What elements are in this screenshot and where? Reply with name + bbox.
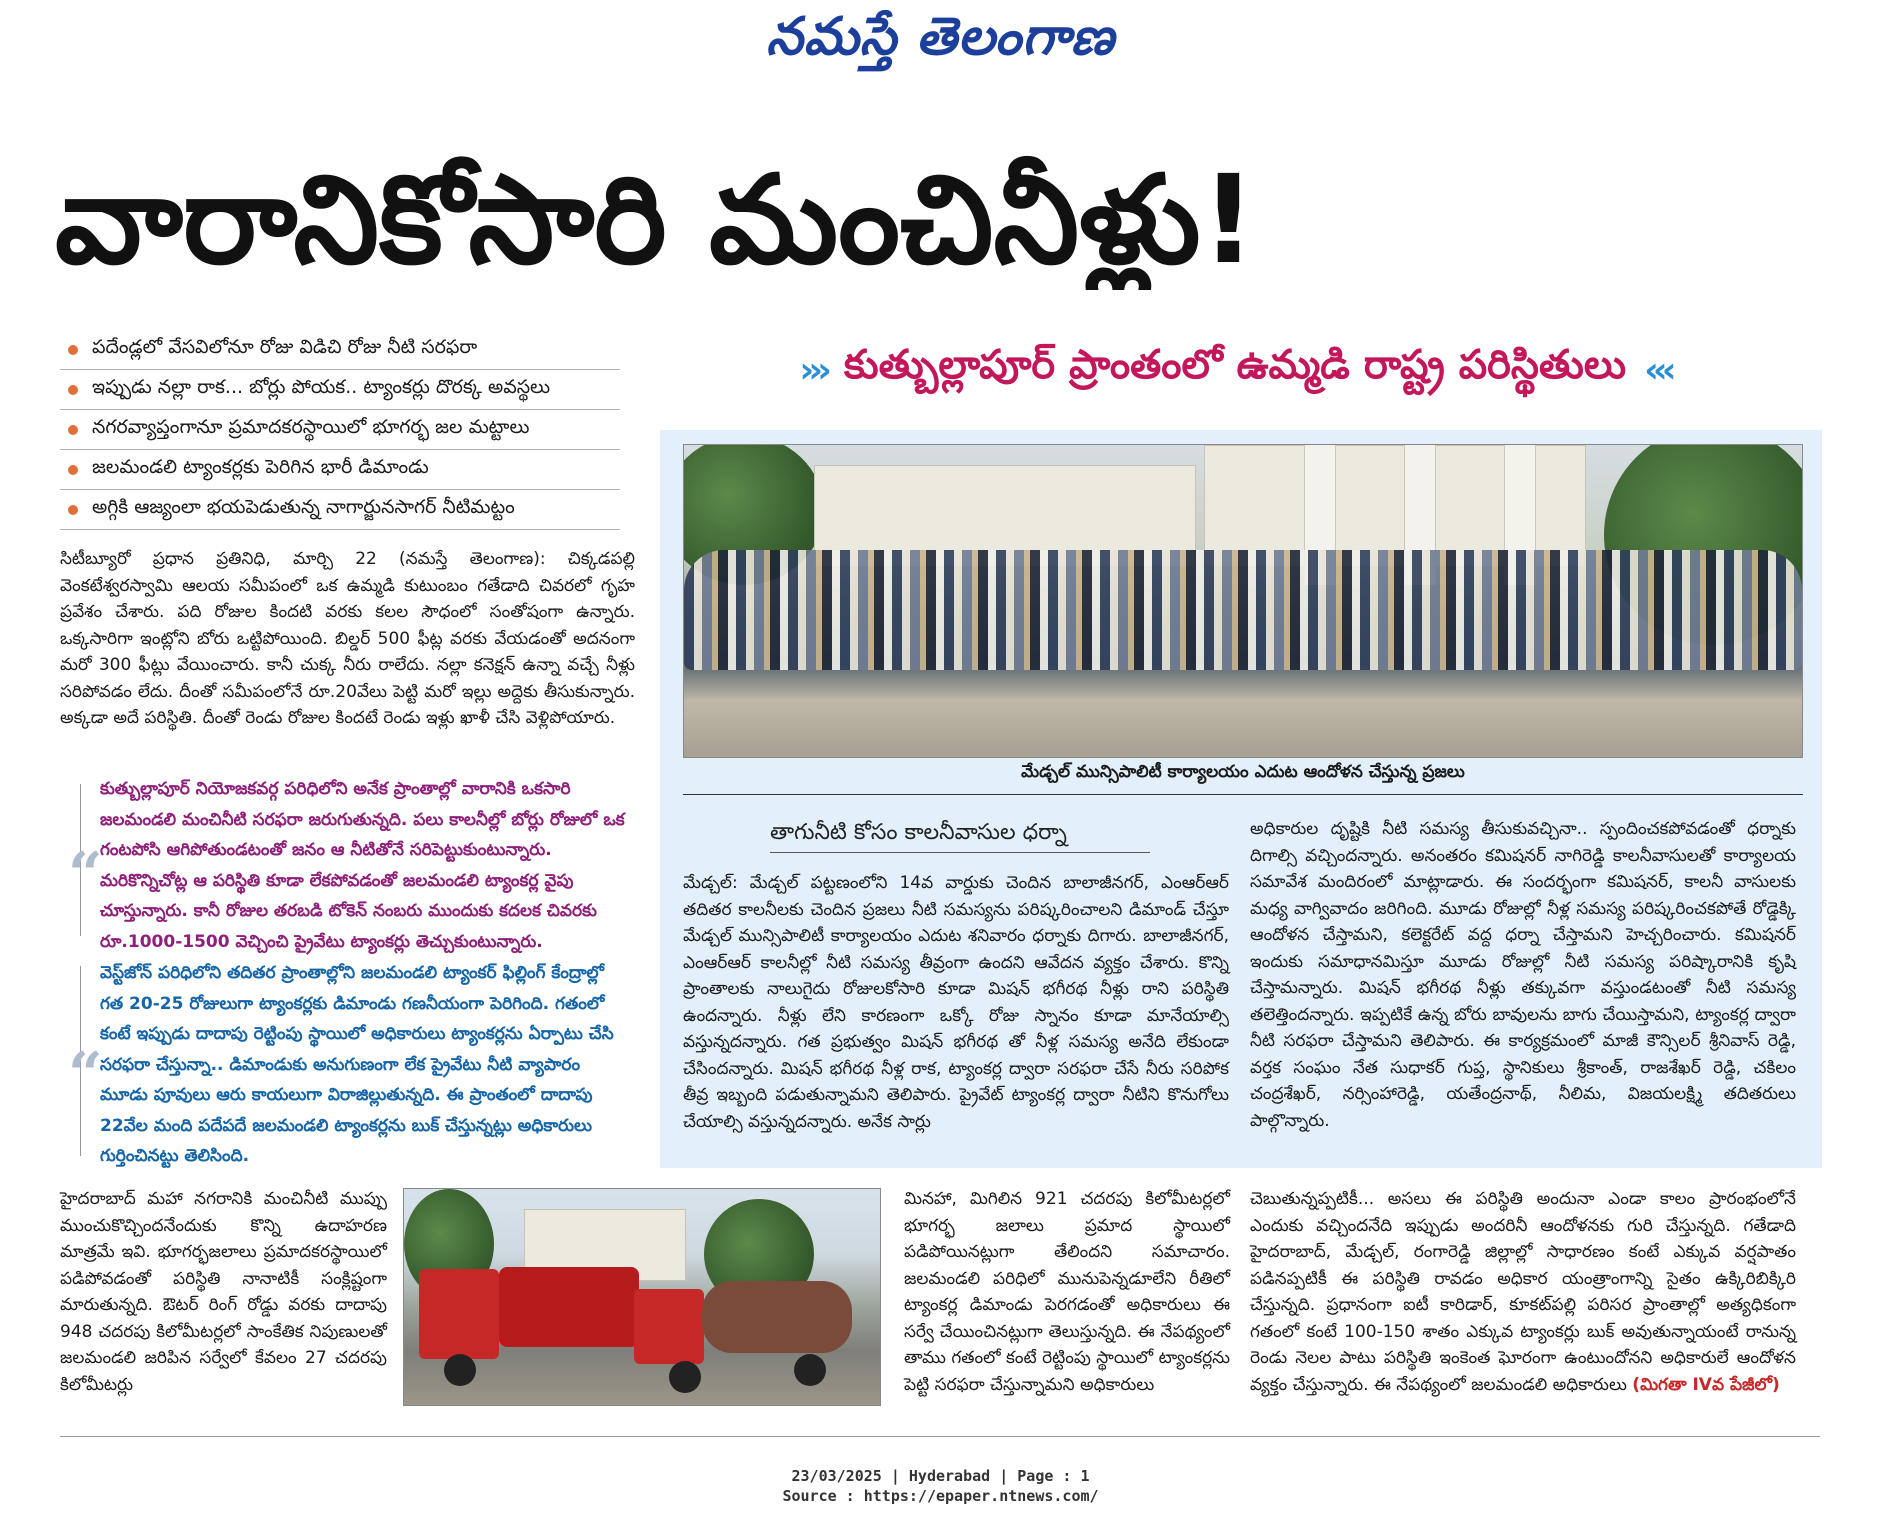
- quote-mark-icon: “: [68, 840, 103, 910]
- highlight-item: అగ్గికి ఆజ్యంలా భయపెడుతున్న నాగార్జునసాగర్ నీటిమట్టం: [60, 490, 620, 530]
- story-column: మేడ్చల్: మేడ్చల్ పట్టణంలోని 14వ వార్డుకు చెందిన బాలాజీనగర్, ఎంఆర్ఆర్ తదితర కాలనీలకు చెందిన ప్రజలు నీటి సమస్యను పరిష్కరించాలని డిమాండ్ చేస్తూ మేడ్చల్ మున్సిపాలిటీ కార్యాలయం ఎదుట శనివారం ధర్నాకు దిగారు. బాలాజీనగర్, ఎంఆర్ఆర్ కాలనీల్లో నీటి సమస్య తీవ్రంగా ఉందని ఆవేదన వ్యక్తం చేశారు. కొన్ని ప్రాంతాలకు నాలుగైదు రోజులకోసారి కూడా మిషన్ భగీరథ నీళ్లు రాని పరిస్థితి ఉందన్నారు. నీళ్లు లేని కారణంగా ఒక్కో రోజు స్నానం కూడా మానేయాల్సి వస్తున్నదన్నారు. గత ప్రభుత్వం మిషన్ భగీరథ తో నీళ్ల సమస్య అనేది లేకుండా చేసిందన్నారు. మిషన్ భగీరథ నీళ్ల రాక, ట్యాంకర్ల ద్వారా సరఫరా చేసే నీరు సరిపోక తీవ్ర ఇబ్బంది పడుతున్నామని తెలిపారు. ప్రైవేట్ ట్యాంకర్ల ద్వారా నీటిని కొనుగోలు చేయాల్సి వస్తున్నదన్నారు. అనేక సార్లు: [683, 873, 1229, 1132]
- highlights-list: [60, 330, 620, 530]
- divider: [770, 852, 1150, 853]
- continued-label: (మిగతా IVవ పేజీలో): [1632, 1374, 1780, 1395]
- sub-headline: ››› కుత్బుల్లాపూర్ ప్రాంతంలో ఉమ్మడి రాష్ట్ర పరిస్థితులు ‹‹‹: [799, 342, 1671, 391]
- pull-quote: కుత్బుల్లాపూర్ నియోజకవర్గ పరిధిలోని అనేక ప్రాంతాల్లో వారానికి ఒకసారి జలమండలి మంచినీటి సరఫరా జరుగుతున్నది. పలు కాలనీల్లో బోర్లు రోజులో ఒక గంటపోసి ఆగిపోతుండటంతో జనం ఆ నీటితోనే సరిపెట్టుకుంటున్నారు. మరికొన్నిచోట్ల ఆ పరిస్థితి కూడా లేకపోవడంతో జలమండలి ట్యాంకర్ల వైపు చూస్తున్నారు. కానీ రోజుల తరబడి టోకెన్ నంబరు ముందుకు కదలక చివరకు రూ.1000-1500 వెచ్చించి ప్రైవేటు ట్యాంకర్లు తెచ్చుకుంటున్నారు.: [100, 779, 625, 952]
- highlight-item: జలమండలి ట్యాంకర్లకు పెరిగిన భారీ డిమాండు: [60, 450, 620, 490]
- divider: [683, 794, 1803, 795]
- masthead-logo: నమస్తే తెలంగాణ: [766, 6, 1115, 67]
- article-column: చెబుతున్నప్పటికీ... అసలు ఈ పరిస్థితి అందునా ఎండా కాలం ప్రారంభంలోనే ఎందుకు వచ్చిందనేది ఇప్పుడు అందరినీ ఆందోళనకు గురి చేస్తున్నది. గతేడాది హైదరాబాద్, మేడ్చల్, రంగారెడ్డి జిల్లాల్లో సాధారణం కంటే ఎక్కువ వర్షపాతం పడినప్పటికీ ఈ పరిస్థితి రావడం అధికార యంత్రాంగాన్ని సైతం ఉక్కిరిబిక్కిరి చేస్తున్నది. ప్రధానంగా ఐటీ కారిడార్, కూకట్‌పల్లి పరిసర ప్రాంతాల్లో అత్యధికంగా గతంలో కంటే 100-150 శాతం ఎక్కువ ట్యాంకర్లు బుక్ అవుతున్నాయంటే రానున్న రెండు నెలల పాటు పరిస్థితి ఇంకెంత ఘోరంగా ఉంటుందోనని అధికారులే ఆందోళన వ్యక్తం చేస్తున్నారు. ఈ నేపథ్యంలో జలమండలి అధికారులు (మిగతా IVవ పేజీలో): [1250, 1189, 1796, 1395]
- bullet-dot-icon: [68, 385, 78, 395]
- bullet-dot-icon: [68, 345, 78, 355]
- quote-mark-icon: “: [68, 1040, 103, 1110]
- article-column: మినహా, మిగిలిన 921 చదరపు కిలోమీటర్లలో భూగర్భ జలాలు ప్రమాద స్థాయిలో పడిపోయినట్లుగా తేలిందని సమాచారం. జలమండలి పరిధిలో మునుపెన్నడూలేని రీతిలో ట్యాంకర్ల డిమాండు పెరగడంతో అధికారులు ఈ సర్వే చేయించినట్లుగా తెలుస్తున్నది. ఈ నేపథ్యంలో తాము గతంలో కంటే రెట్టింపు స్థాయిలో ట్యాంకర్లను పెట్టి సరఫరా చేస్తున్నామని అధికారులు: [904, 1189, 1230, 1395]
- story-kicker: తాగునీటి కోసం కాలనీవాసుల ధర్నా: [770, 820, 1067, 845]
- protest-photo: [683, 444, 1803, 758]
- highlight-item: ఇప్పుడు నల్లా రాక... బోర్లు పోయక.. ట్యాంకర్లు దొరక్క అవస్థలు: [60, 370, 620, 410]
- main-headline: వారానికోసారి మంచినీళ్లు!: [55, 150, 1257, 290]
- truck-cab-shape: [634, 1289, 704, 1364]
- bullet-dot-icon: [68, 465, 78, 475]
- wheel-icon: [669, 1361, 701, 1393]
- story-column: అధికారుల దృష్టికి నీటి సమస్య తీసుకువచ్చినా.. స్పందించకపోవడంతో ధర్నాకు దిగాల్సి వచ్చిందన్నారు. అనంతరం కమిషనర్ నాగిరెడ్డి కాలనీవాసులతో కార్యాలయ సమావేశ మందిరంలో మాట్లాడారు. ఈ సందర్భంగా కమిషనర్, కాలనీ వాసులకు మధ్య వాగ్వివాదం జరిగింది. మూడు రోజుల్లో నీళ్ల సమస్య పరిష్కరించకపోతే రోడ్డెక్కి ఆందోళన చేస్తామని, కలెక్టరేట్ వద్ద ధర్నా చేస్తామని హెచ్చరించారు. కమిషనర్ ఇందుకు సమాధానమిస్తూ మూడు రోజుల్లో నీటి సమస్య పరిష్కారానికి కృషి చేస్తామన్నారు. మిషన్ భగీరథ నీళ్లు తక్కువగా వస్తుండటంతో నీటి సమస్య తలెత్తిందన్నారు. ఇప్పటికే ఉన్న బోరు బావులను బాగు చేయిస్తామని, ట్యాంకర్ల ద్వారా నీటి సరఫరా చేస్తామని తెలిపారు. ఈ కార్యక్రమంలో మాజీ కౌన్సిలర్ శ్రీనివాస్ రెడ్డి, వర్తక సంఘం నేత సుధాకర్ గుప్త, స్థానికులు శ్రీకాంత్, రాజశేఖర్ రెడ్డి, చకిలం చంద్రశేఖర్, నర్సింహారెడ్డి, యతేంద్రనాథ్, నీలిమ, విజయలక్ష్మి తదితరులు పాల్గొన్నారు.: [1250, 819, 1796, 1131]
- wheel-icon: [794, 1354, 826, 1386]
- footer: [0, 1466, 1881, 1506]
- highlight-item: పదేండ్లలో వేసవిలోనూ రోజు విడిచి రోజు నీటి సరఫరా: [60, 330, 620, 370]
- truck-tank-shape: [702, 1281, 852, 1353]
- wheel-icon: [444, 1354, 476, 1386]
- truck-tank-shape: [499, 1267, 639, 1347]
- photo-caption: మేడ్చల్ మున్సిపాలిటీ కార్యాలయం ఎదుట ఆందోళన చేస్తున్న ప్రజలు: [1021, 762, 1465, 782]
- chevron-right-icon: ›››: [799, 349, 826, 391]
- tanker-photo: [403, 1188, 881, 1406]
- highlight-item: నగరవ్యాప్తంగానూ ప్రమాదకరస్థాయిలో భూగర్భ జల మట్టాలు: [60, 410, 620, 450]
- bullet-dot-icon: [68, 425, 78, 435]
- bullet-dot-icon: [68, 505, 78, 515]
- truck-cab-shape: [419, 1269, 499, 1359]
- footer-date: 23/03/2025 | Hyderabad | Page : 1: [791, 1467, 1090, 1485]
- crowd-shape: [684, 550, 1802, 670]
- article-column: హైదరాబాద్ మహా నగరానికి మంచినీటి ముప్పు ముంచుకొచ్చిందనేందుకు కొన్ని ఉదాహరణ మాత్రమే ఇవి. భూగర్భజలాలు ప్రమాదకరస్థాయిలో పడిపోవడంతో పరిస్థితి నానాటికీ సంక్లిష్టంగా మారుతున్నది. ఔటర్ రింగ్ రోడ్డు వరకు దాదాపు 948 చదరపు కిలోమీటర్లలో సాంకేతిక నిపుణులతో జలమండలి జరిపిన సర్వేలో కేవలం 27 చదరపు కిలోమీటర్లు: [60, 1189, 387, 1395]
- page-divider: [60, 1436, 1820, 1437]
- pull-quote: వెస్ట్‌జోన్ పరిధిలోని తదితర ప్రాంతాల్లోని జలమండలి ట్యాంకర్ ఫిల్లింగ్ కేంద్రాల్లో గత 20-25 రోజులుగా ట్యాంకర్లకు డిమాండు గణనీయంగా పెరిగింది. గతంలో కంటే ఇప్పుడు దాదాపు రెట్టింపు స్థాయిలో అధికారులు ట్యాంకర్లను ఏర్పాటు చేసి సరఫరా చేస్తున్నా.. డిమాండుకు అనుగుణంగా లేక ప్రైవేటు నీటి వ్యాపారం మూడు పూవులు ఆరు కాయలుగా విరాజిల్లుతున్నది. ఈ ప్రాంతంలో దాదాపు 22వేల మంది పదేపదే జలమండలి ట్యాంకర్లను బుక్ చేస్తున్నట్లు అధికారులు గుర్తించినట్టు తెలిసింది.: [100, 963, 614, 1166]
- chevron-left-icon: ‹‹‹: [1644, 349, 1671, 391]
- intro-paragraph: సిటీబ్యూరో ప్రధాన ప్రతినిధి, మార్చి 22 (నమస్తే తెలంగాణ): చిక్కడపల్లి వెంకటేశ్వరస్వామి ఆలయ సమీపంలో ఒక ఉమ్మడి కుటుంబం గతేడాది చివరలో గృహ ప్రవేశం చేశారు. పది రోజుల కిందటి వరకు కలల సౌధంలో సంతోషంగా ఉన్నారు. ఒక్కసారిగా ఇంట్లోని బోరు ఒట్టిపోయింది. బిల్డర్ 500 ఫీట్ల వరకు వేయడంతో అదనంగా మరో 300 ఫీట్లు వేయించారు. కానీ చుక్క నీరు రాలేదు. నల్లా కనెక్షన్ ఉన్నా వచ్చే నీళ్లు సరిపోవడం లేదు. దీంతో సమీపంలోనే రూ.20వేలు పెట్టి మరో ఇల్లు అద్దెకు తీసుకున్నారు. అక్కడా అదే పరిస్థితి. దీంతో రెండు రోజుల కిందటే రెండు ఇళ్లు ఖాళీ చేసి వెళ్లిపోయారు.: [60, 549, 635, 728]
- footer-source: Source : https://epaper.ntnews.com/: [782, 1487, 1099, 1505]
